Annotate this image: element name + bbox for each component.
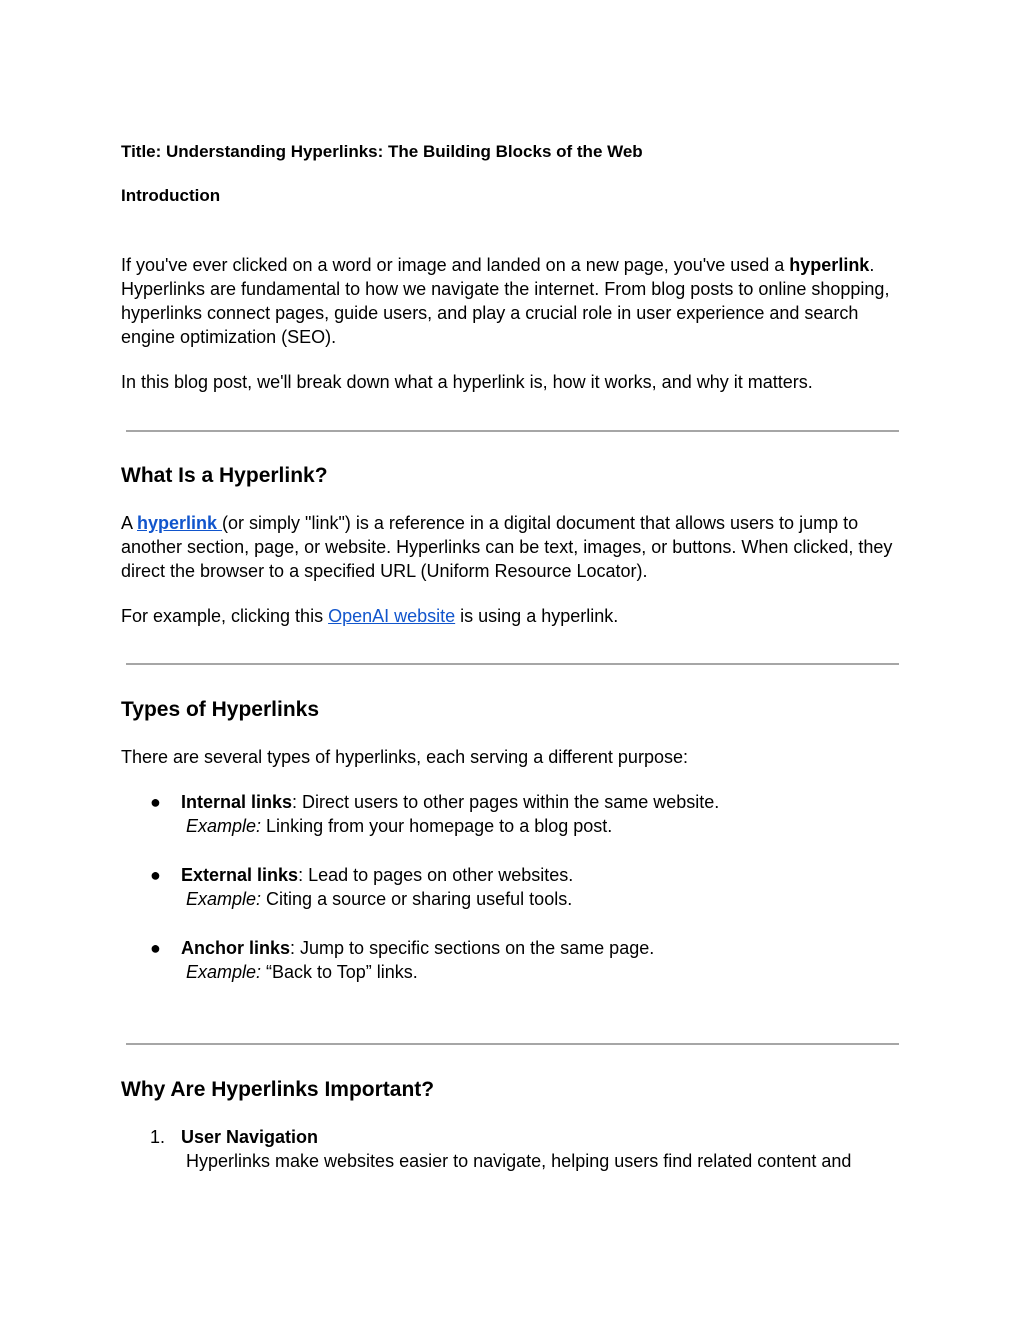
intro-p1-text-after: . Hyperlinks are fundamental to how we navigate the internet. From blog posts to online shopping, hyperlinks connect pages, guide users, and play a crucial role in user experience and search engine optimization (SEO). xyxy=(121,255,890,347)
list-item xyxy=(181,863,573,887)
intro-paragraph-1 xyxy=(121,253,911,349)
numbered-item-title-text: User Navigation xyxy=(181,1127,319,1147)
example-text: Citing a source or sharing useful tools. xyxy=(261,889,573,909)
section1-p1-after: (or simply "link") is a reference in a digital document that allows users to jump to another section, page, or website. Hyperlinks can be text, images, or buttons. When clicked, they direct the browser to a specified URL (Uniform Resource Locator). xyxy=(121,513,893,581)
intro-p1-text-before: If you've ever clicked on a word or image and landed on a new page, you've used a xyxy=(121,255,790,275)
example-label: Example: xyxy=(186,962,262,982)
example-text: “Back to Top” links. xyxy=(261,962,418,982)
list-item xyxy=(181,790,719,814)
horizontal-divider xyxy=(126,663,899,665)
list-item xyxy=(181,936,654,960)
list-item-term: Internal links xyxy=(181,792,293,812)
openai-website-link[interactable]: OpenAI website xyxy=(328,606,456,626)
section1-paragraph-1 xyxy=(121,511,911,583)
horizontal-divider xyxy=(126,1043,899,1045)
section1-p2-after: is using a hyperlink. xyxy=(455,606,619,626)
section1-p1-before: A xyxy=(121,513,138,533)
list-item-desc: : Direct users to other pages within the same website. xyxy=(292,792,720,812)
section1-paragraph-2 xyxy=(121,604,911,628)
section-heading-what-is: What Is a Hyperlink? xyxy=(121,464,328,487)
list-number: 1. xyxy=(150,1127,166,1147)
list-item-example xyxy=(186,814,612,838)
section1-p2-before: For example, clicking this xyxy=(121,606,329,626)
numbered-item-title xyxy=(181,1125,318,1149)
list-item-term: Anchor links xyxy=(181,938,291,958)
example-label: Example: xyxy=(186,816,262,836)
bullet-icon: ● xyxy=(150,865,161,885)
list-item-term: External links xyxy=(181,865,299,885)
horizontal-divider xyxy=(126,430,899,432)
list-item-example xyxy=(186,960,418,984)
intro-paragraph-2: In this blog post, we'll break down what a hyperlink is, how it works, and why it matters. xyxy=(121,372,813,392)
list-item-desc: : Lead to pages on other websites. xyxy=(298,865,574,885)
section2-intro: There are several types of hyperlinks, each serving a different purpose: xyxy=(121,747,688,767)
intro-heading: Introduction xyxy=(121,186,221,205)
section-heading-types: Types of Hyperlinks xyxy=(121,698,320,721)
bullet-icon: ● xyxy=(150,792,161,812)
numbered-item-text: Hyperlinks make websites easier to navigate, helping users find related content and xyxy=(186,1151,852,1171)
bullet-icon: ● xyxy=(150,938,161,958)
list-item-desc: : Jump to specific sections on the same page. xyxy=(290,938,655,958)
example-text: Linking from your homepage to a blog post. xyxy=(261,816,613,836)
document-title: Title: Understanding Hyperlinks: The Building Blocks of the Web xyxy=(121,142,643,161)
intro-p1-bold-term: hyperlink xyxy=(789,255,870,275)
list-item-example xyxy=(186,887,572,911)
section-heading-why-important: Why Are Hyperlinks Important? xyxy=(121,1078,435,1101)
example-label: Example: xyxy=(186,889,262,909)
hyperlink-term-link[interactable]: hyperlink xyxy=(137,513,223,533)
